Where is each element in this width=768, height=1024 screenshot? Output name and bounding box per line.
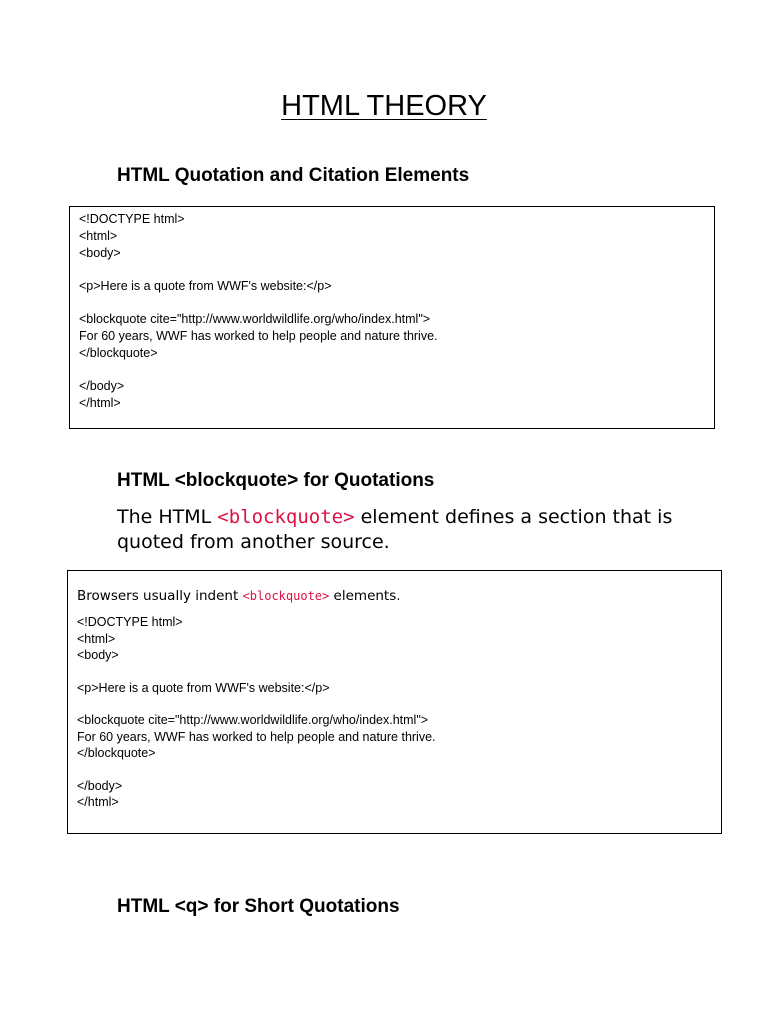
code-line-blank	[77, 696, 721, 712]
indent-note	[77, 586, 721, 606]
code-line: </body>	[79, 379, 125, 393]
code-line-blank	[79, 295, 714, 311]
page-title: HTML THEORY	[281, 90, 487, 122]
code-line: <html>	[77, 631, 116, 646]
code-line: <html>	[79, 229, 118, 243]
code-example-box-2	[67, 570, 722, 834]
code-line: For 60 years, WWF has worked to help people and nature thrive.	[77, 729, 436, 744]
code-line: </html>	[79, 396, 121, 410]
section-heading-quotation: HTML Quotation and Citation Elements	[117, 165, 470, 186]
code-line: </blockquote>	[79, 346, 158, 360]
code-line: <!DOCTYPE html>	[79, 212, 185, 226]
code-line-blank	[77, 664, 721, 680]
code-line: </html>	[77, 795, 119, 809]
section-heading-short-quotation: HTML <q> for Short Quotations	[117, 896, 400, 917]
code-line: </blockquote>	[77, 746, 156, 760]
desc-text: element defines a section that is quoted from another source.	[117, 506, 673, 553]
blockquote-description	[117, 505, 677, 555]
code-line: For 60 years, WWF has worked to help people and nature thrive.	[79, 329, 438, 343]
code-line: </body>	[77, 778, 123, 793]
section-heading-blockquote: HTML <blockquote> for Quotations	[117, 470, 435, 491]
code-line: <body>	[77, 648, 119, 662]
note-inline-code: <blockquote>	[242, 589, 330, 603]
desc-inline-code: <blockquote>	[217, 506, 355, 528]
note-text: elements.	[329, 588, 401, 604]
code-line: <p>Here is a quote from WWF's website:</p>	[77, 680, 330, 695]
note-text: Browsers usually indent	[77, 588, 243, 604]
code-line: <body>	[79, 246, 121, 260]
code-line-blank	[77, 762, 721, 778]
code-line: <blockquote cite="http://www.worldwildlife.org/who/index.html">	[79, 312, 431, 326]
code-line-blank	[79, 362, 714, 378]
code-example-box-1	[69, 206, 715, 429]
code-line: <!DOCTYPE html>	[77, 615, 183, 629]
code-line: <blockquote cite="http://www.worldwildlife.org/who/index.html">	[77, 713, 429, 727]
code-line-blank	[79, 262, 714, 278]
code-line: <p>Here is a quote from WWF's website:</p>	[79, 279, 332, 293]
desc-text: The HTML	[117, 506, 218, 528]
